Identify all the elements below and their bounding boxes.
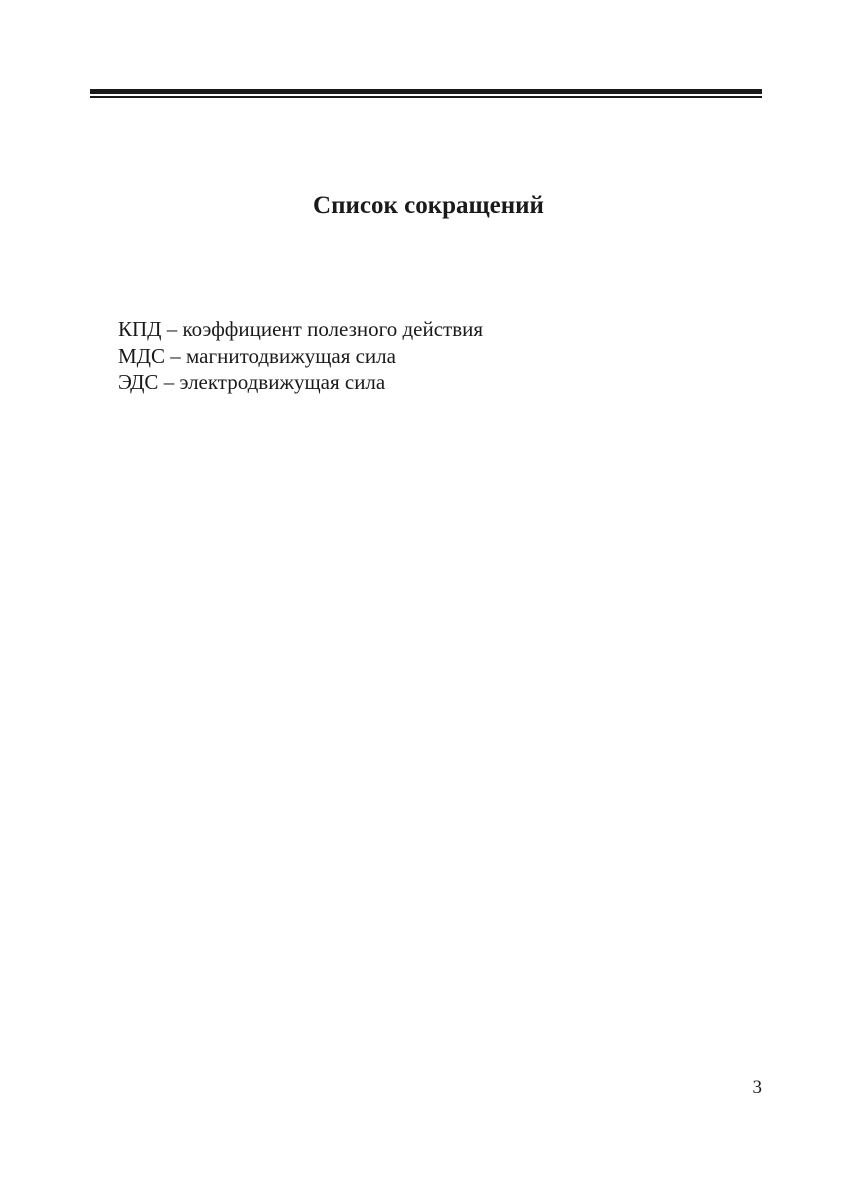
abbreviation-term: МДС: [118, 343, 166, 368]
abbreviation-term: КПД: [118, 317, 162, 341]
abbreviation-meaning: коэффициент полезного действия: [182, 317, 484, 341]
abbreviation-item-eds: [118, 369, 483, 396]
page-title: Список сокращений: [313, 192, 544, 219]
abbreviation-term: ЭДС: [118, 370, 159, 394]
abbreviation-separator: –: [161, 317, 183, 341]
abbreviation-item-mds: [118, 343, 483, 370]
abbreviation-item-kpd: [118, 316, 483, 343]
header-rule-thin: [90, 96, 762, 98]
page-number: 3: [752, 1077, 762, 1098]
abbreviation-meaning: магнитодвижущая сила: [186, 343, 396, 368]
header-rule-thick: [90, 89, 762, 94]
header-double-rule: [90, 89, 762, 98]
abbreviation-separator: –: [165, 343, 187, 368]
abbreviation-separator: –: [158, 370, 180, 394]
abbreviation-list: [118, 316, 483, 396]
abbreviation-meaning: электродвижущая сила: [179, 370, 386, 394]
